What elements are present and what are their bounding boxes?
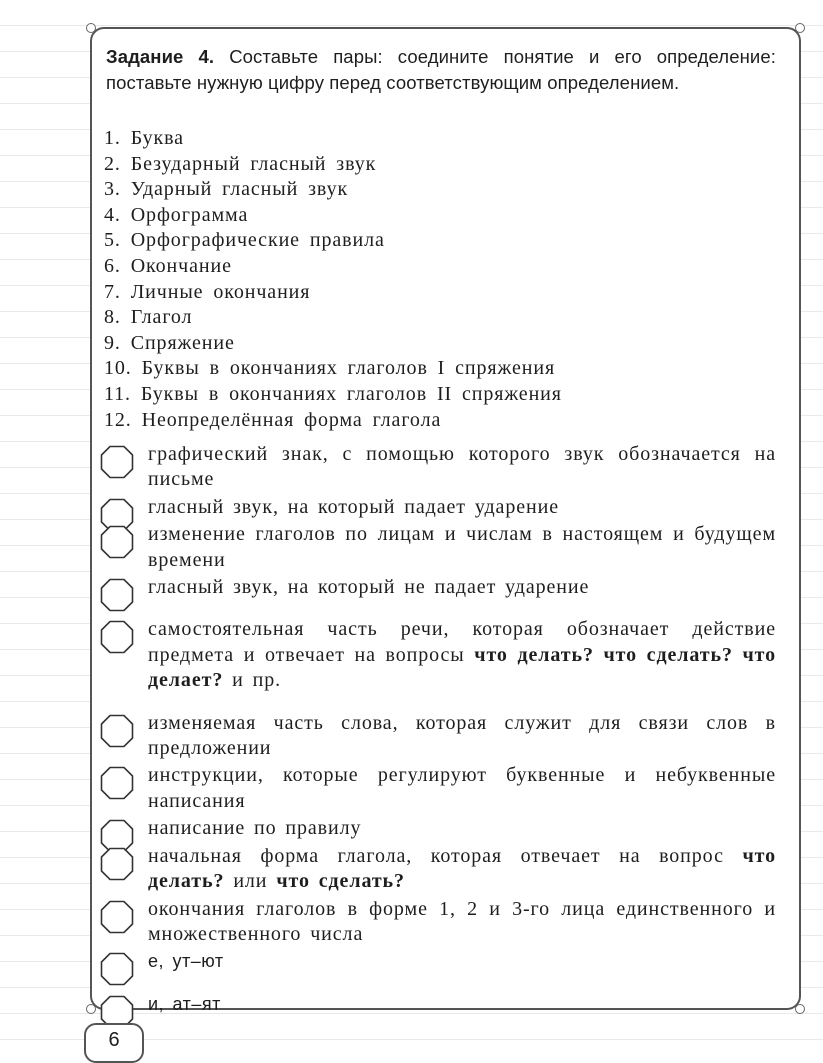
definition-item [100, 949, 776, 974]
answer-box-octagon[interactable] [100, 714, 134, 748]
definition-item [100, 575, 776, 600]
definition-text: изменяемая часть слова, которая служит для связи слов в предложении [148, 711, 776, 760]
term-item: 9. Спряжение [104, 331, 235, 354]
definition-item [100, 816, 776, 841]
definitions-list [100, 442, 776, 1017]
term-item: 5. Орфографические правила [104, 229, 385, 252]
answer-box-octagon[interactable] [100, 766, 134, 800]
answer-box-octagon[interactable] [100, 445, 134, 479]
term-item: 7. Личные окончания [104, 280, 311, 303]
corner-dot [795, 23, 805, 33]
definition-item [100, 763, 776, 814]
definition-text: и, ат–ят [148, 993, 221, 1014]
definition-item [100, 711, 776, 762]
corner-dot [86, 1004, 96, 1014]
answer-box-octagon[interactable] [100, 847, 134, 881]
answer-box-octagon[interactable] [100, 578, 134, 612]
term-item: 1. Буква [104, 127, 184, 149]
term-item: 2. Безударный гласный звук [104, 152, 377, 175]
definition-question: что делать? [474, 643, 594, 666]
definition-text: и пр. [232, 669, 282, 692]
definition-text: е, ут–ют [148, 951, 224, 972]
definition-item [100, 495, 776, 520]
page-number: 6 [84, 1023, 144, 1063]
definition-item [100, 522, 776, 573]
term-item: 4. Орфограмма [104, 203, 249, 226]
definition-item [100, 617, 776, 693]
definition-text: написание по правилу [148, 817, 362, 840]
corner-dot [795, 1004, 805, 1014]
definition-item [100, 897, 776, 948]
term-item: 10. Буквы в окончаниях глаголов I спряжения [104, 357, 556, 380]
answer-box-octagon[interactable] [100, 525, 134, 559]
definition-text: гласный звук, на который не падает ударение [148, 576, 590, 599]
definition-question: что делать? [148, 844, 776, 893]
definition-item [100, 442, 776, 493]
definition-item [100, 844, 776, 895]
task-label: Задание 4. [106, 46, 215, 67]
definition-text: гласный звук, на который падает ударение [148, 495, 559, 518]
definition-text: начальная форма глагола, которая отвечает на вопрос [148, 844, 724, 867]
task-text: Составьте пары: соедините понятие и его определение: поставьте нужную цифру перед соответствующим определением. [106, 46, 776, 93]
definition-question: что сделать? [276, 870, 405, 893]
definition-text: или [233, 870, 268, 893]
definition-text: самостоятельная часть речи, которая обозначает действие предмета и отвечает на вопросы [148, 618, 776, 666]
definition-item [100, 992, 776, 1017]
term-item: 12. Неопределённая форма глагола [104, 408, 442, 431]
definition-question: что сделать? [603, 643, 733, 666]
term-item: 8. Глагол [104, 306, 193, 329]
definition-text: окончания глаголов в форме 1, 2 и 3-го лица единственного и множественного числа [148, 897, 776, 945]
term-item: 3. Ударный гласный звук [104, 178, 349, 201]
terms-list [104, 126, 562, 433]
definition-text: графический знак, с помощью которого звук обозначается на письме [148, 443, 776, 491]
definition-text: инструкции, которые регулируют буквенные и небуквенные написания [148, 764, 776, 812]
answer-box-octagon[interactable] [100, 952, 134, 986]
answer-box-octagon[interactable] [100, 620, 134, 654]
term-item: 6. Окончание [104, 254, 232, 277]
task-instruction [106, 44, 776, 95]
corner-dot [86, 23, 96, 33]
definition-text: изменение глаголов по лицам и числам в настоящем и будущем времени [148, 523, 776, 571]
term-item: 11. Буквы в окончаниях глаголов II спряжения [104, 382, 562, 405]
answer-box-octagon[interactable] [100, 900, 134, 934]
definition-question: что делает? [148, 643, 777, 692]
